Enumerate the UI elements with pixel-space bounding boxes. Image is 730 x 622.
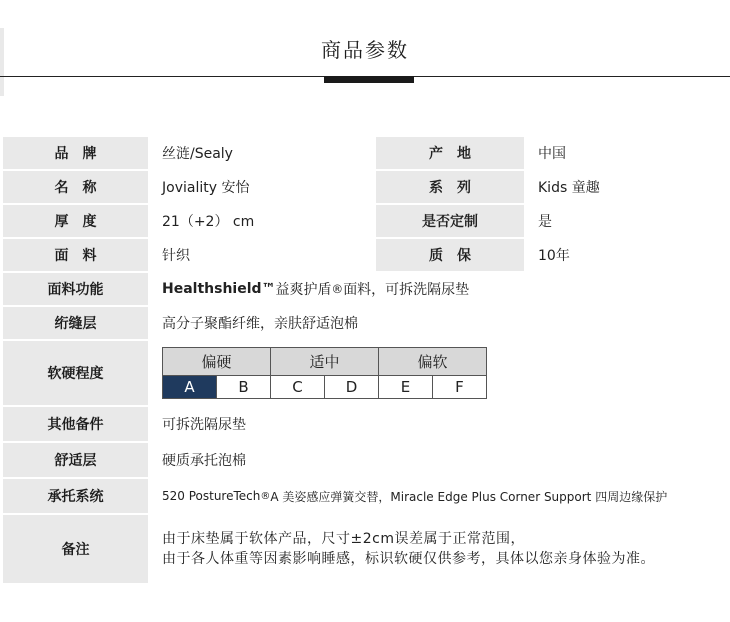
table-row: [3, 407, 730, 443]
quilting-value: 高分子聚酯纤维，亲肤舒适泡棉: [162, 316, 358, 332]
table-row: [3, 307, 730, 341]
fabric-label: 面 料: [3, 239, 148, 271]
fabric-function-value: [148, 273, 730, 305]
fabric-function-label: 面料功能: [3, 273, 148, 305]
table-row: [3, 239, 730, 273]
firmness-level-e: E: [379, 376, 433, 399]
params-table: [3, 137, 730, 585]
custom-value: 是: [538, 214, 552, 230]
firmness-label: 软硬程度: [3, 341, 148, 405]
comfort-value: 硬质承托泡棉: [162, 453, 246, 469]
warranty-value: 10年: [538, 248, 570, 264]
table-row: [3, 443, 730, 479]
support-value-a: 520 PostureTech: [162, 489, 261, 503]
name-label: 名 称: [3, 171, 148, 203]
quilting-label: 绗缝层: [3, 307, 148, 339]
notes-value: [148, 515, 730, 583]
series-value: Kids 童趣: [538, 180, 600, 196]
support-value-b: A 美姿感应弹簧交替，Miracle Edge Plus Corner Support 四周边缘保护: [270, 489, 668, 504]
fabric-function-mid: 益爽护盾: [275, 282, 332, 298]
origin-value: 中国: [538, 146, 566, 162]
firmness-level-b: B: [217, 376, 271, 399]
firmness-scale: [148, 341, 730, 405]
page-title: 商品参数: [321, 38, 409, 62]
table-row: [3, 479, 730, 515]
registered-symbol: ®: [331, 282, 344, 296]
trademark-symbol: ™: [261, 281, 276, 297]
accessories-value: 可拆洗隔尿垫: [162, 417, 246, 433]
brand-value: 丝涟/Sealy: [162, 146, 233, 162]
firmness-table: [162, 347, 487, 399]
name-value: Joviality 安怡: [162, 180, 250, 196]
table-row: [3, 341, 730, 407]
table-row: [3, 171, 730, 205]
firmness-group-medium: 适中: [271, 348, 379, 376]
title-underline-bar: [324, 76, 414, 83]
fabric-function-rest: 面料，可拆洗隔尿垫: [343, 282, 470, 298]
support-value: [148, 479, 730, 513]
brand-label: 品 牌: [3, 137, 148, 169]
firmness-level-a: A: [163, 376, 217, 399]
firmness-group-soft: 偏软: [379, 348, 487, 376]
thickness-label: 厚 度: [3, 205, 148, 237]
table-row: [3, 205, 730, 239]
thickness-value: 21（+2） cm: [162, 214, 255, 230]
warranty-label: 质 保: [376, 239, 524, 271]
firmness-level-d: D: [325, 376, 379, 399]
table-row: [3, 515, 730, 585]
firmness-level-f: F: [433, 376, 487, 399]
table-row: [3, 273, 730, 307]
accessories-label: 其他备件: [3, 407, 148, 441]
notes-label: 备注: [3, 515, 148, 583]
support-label: 承托系统: [3, 479, 148, 513]
firmness-level-c: C: [271, 376, 325, 399]
series-label: 系 列: [376, 171, 524, 203]
comfort-label: 舒适层: [3, 443, 148, 477]
origin-label: 产 地: [376, 137, 524, 169]
fabric-function-brand: Healthshield: [162, 281, 262, 297]
notes-line-2: 由于各人体重等因素影响睡感，标识软硬仅供参考，具体以您亲身体验为准。: [162, 551, 655, 567]
fabric-value: 针织: [162, 248, 190, 264]
table-row: [3, 137, 730, 171]
notes-line-1: 由于床垫属于软体产品，尺寸±2cm误差属于正常范围，: [162, 531, 525, 547]
custom-label: 是否定制: [376, 205, 524, 237]
firmness-group-firm: 偏硬: [163, 348, 271, 376]
support-registered-symbol: ®: [260, 490, 271, 502]
